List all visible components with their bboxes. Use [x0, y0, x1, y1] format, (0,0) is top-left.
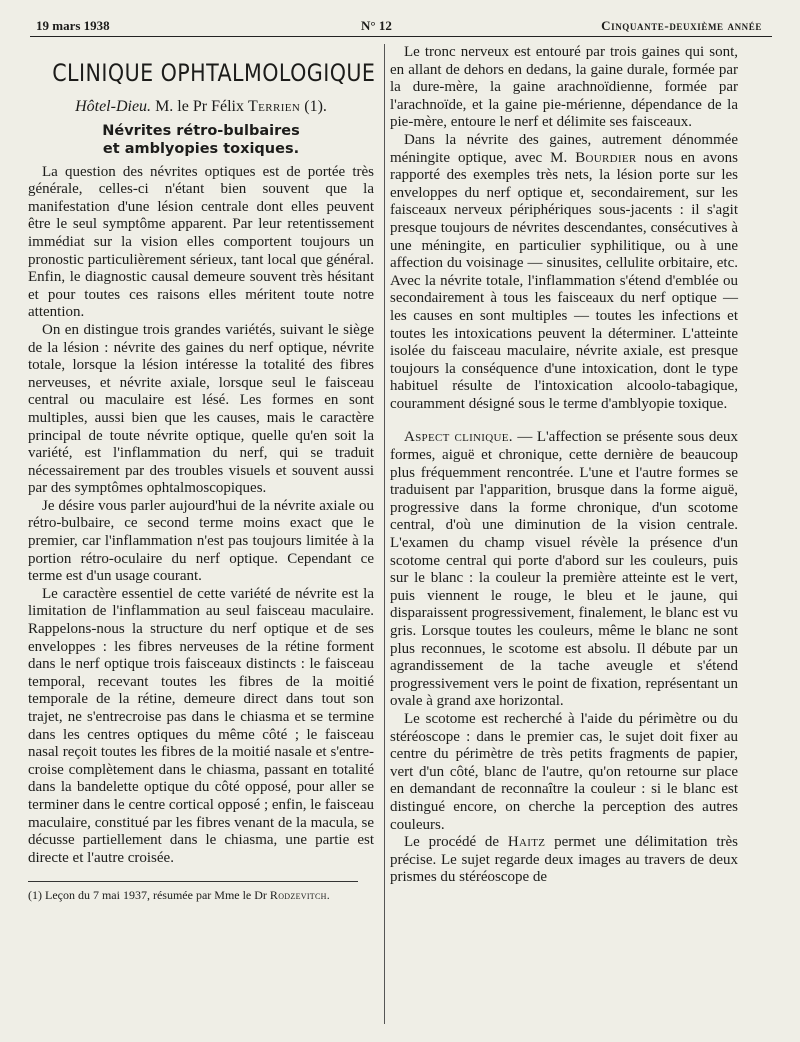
paragraph-intro: La question des névrites optiques est de portée très générale, celles-ci n'étant bien souvent que la manifestation d'une lésion centrale dont elles peuvent être le seul symptôme apparent. Par leur retentissement immédiat sur la vision elles comportent toujours un pronostic particulièrement sérieux, tant local que général. Enfin, le diagnostic causal demeure souvent très hésitant et pour toutes ces raisons elles méritent toute notre attention. [28, 163, 374, 321]
gaines-name: Bourdier [575, 149, 637, 166]
header-rule [30, 36, 772, 37]
issue-date: 19 mars 1938 [36, 18, 110, 33]
paragraph-haitz [390, 834, 738, 887]
right-column [390, 44, 738, 887]
footnote [28, 888, 374, 903]
running-header [36, 16, 762, 36]
issue-number: N° 12 [361, 18, 392, 33]
haitz-prefix: Le procédé de [404, 834, 500, 851]
paragraph-varieties: On en distingue trois grandes variétés, suivant le siège de la lésion : névrite des gaines du nerf optique, névrite totale, lorsque la lésion intéresse la totalité des fibres nerveuses, et névrite axiale, lorsque seul le faisceau central ou maculaire est lésé. Les formes en sont multiples, aussi bien que les causes, mais le caractère principal de toute névrite optique, quelle qu'en soit la variété, est l'inflammation du nerf, qui se traduit nécessairement par des troubles visuels et souvent aussi par des symptômes ophtalmoscopiques. [28, 321, 374, 497]
haitz-name: Haitz [507, 834, 546, 851]
gaines-text-a: Dans la névrite des gaines, autrement dénommée méningite optique, avec M. [390, 131, 738, 166]
paragraph-scotome: Le scotome est recherché à l'aide du périmètre ou du stéréoscope : dans le premier cas, le sujet doit fixer au centre du périmètre de très petits fragments de papier, vert d'un côté, blanc de l'autre, qu'on retourne sur place en demandant de reconnaître la couleur : si le blanc est distingué encore, on cherche la perception des autres couleurs. [390, 710, 738, 833]
publication-year: Cinquante-deuxième année [601, 18, 762, 33]
author-note: (1). [304, 98, 327, 115]
footnote-text: (1) Leçon du 7 mai 1937, résumée par Mme le Dr [28, 888, 267, 903]
paragraph-structure: Le caractère essentiel de cette variété de névrite est la limitation de l'inflammation au seul faisceau maculaire. Rappelons-nous la structure du nerf optique et de ses enveloppes : les fibres nerveuses de la rétine forment dans le nerf optique trois faisceaux distincts : le faisceau temporal, recevant toutes les fibres de la moitié temporale de la rétine, demeure direct dans tout son trajet, ne s'entrecroise pas dans le chiasma et se termine dans les centres optiques du même côté ; le faisceau nasal reçoit toutes les fibres de la moitié nasale et s'entre-croise complètement dans le chiasma, passant en totalité dans la bandelette optique du côté opposé, pour aller se terminer dans le centre cortical opposé ; enfin, le faisceau maculaire, constitué par les fibres venant de la macula, se décusse partiellement dans le chiasma, une partie est directe et l'autre croisée. [28, 585, 374, 866]
left-column [28, 44, 374, 903]
column-divider [384, 44, 385, 1024]
aspect-label: Aspect clinique. [404, 429, 513, 446]
footnote-name: Rodzevitch. [269, 888, 330, 903]
haitz-text: permet une délimitation très précise. Le sujet regarde deux images au travers de deux prismes du stéréoscope de [390, 834, 739, 886]
paragraph-axial: Je désire vous parler aujourd'hui de la névrite axiale ou rétro-bulbaire, ce second terme moins exact que le premier, car l'inflammation n'est pas toujours limitée à la portion rétro-oculaire du nerf optique. Cependant ce terme est d'un usage courant. [28, 497, 374, 585]
paragraph-gaines-structure: Le tronc nerveux est entouré par trois gaines qui sont, en allant de dehors en dedans, la gaine durale, formée par la dure-mère, la gaine arachnoïdienne, formée par l'arachnoïde, et la gaine pie-mérienne, dépendance de la pie-mère, entoure le nerf et délimite ses faisceaux. [390, 44, 738, 131]
article-subtitle [28, 122, 374, 158]
gaines-text-b: nous en avons rapporté des exemples très nets, la lésion porte sur les enveloppes du nerf optique et, secondairement, sur les faisceaux nerveux périphériques sous-jacents : il s'agit presque toujours de névrites descendantes, consécutives à une méningite, en particulier syphilitique, ou à une affection du voisinage — sinusites, cellulite orbitaire, etc. Avec la névrite totale, l'inflammation s'étend d'emblée ou secondairement à tous les faisceaux du nerf optique — les causes en sont multiples — toutes les infections et toutes les intoxications peuvent la déterminer. L'atteinte isolée du faisceau maculaire, névrite axiale, est presque toujours la conséquence d'une intoxication, dont le type habituel résulte de l'intoxication alcoolo-tabagique, couramment désigné sous le terme d'amblyopie toxique. [390, 149, 739, 412]
subtitle-line-2: et amblyopies toxiques. [102, 140, 300, 157]
author-prefix: M. le Pr Félix [155, 98, 244, 115]
subtitle-line-1: Névrites rétro-bulbaires [102, 122, 300, 139]
paragraph-aspect-clinique [390, 429, 738, 711]
paragraph-nevrite-gaines [390, 132, 738, 414]
section-spacer [390, 413, 738, 429]
section-title: CLINIQUE OPHTALMOLOGIQUE [52, 59, 376, 87]
author-line [28, 98, 374, 116]
footnote-rule [28, 881, 358, 882]
author-name: Terrien [247, 98, 301, 115]
author-place: Hôtel-Dieu. [75, 98, 152, 115]
aspect-text: — L'affection se présente sous deux formes, aiguë et chronique, cette dernière de beaucoup plus fréquemment rencontrée. L'une et l'autre formes se traduisent par l'apparition, brusque dans la forme aiguë, progressive dans la forme chronique, d'un scotome central, d'où une diminution de la vision centrale. L'examen du champ visuel révèle la présence d'un scotome central qui porte d'abord sur les couleurs, puis sur le blanc : la couleur la première atteinte est le vert, puis viennent le rouge, le bleu et le jaune, qui disparaissent progressivement, finalement, le blanc est vu gris. Lorsque toutes les couleurs, même le blanc ne sont plus reconnues, le scotome est absolu. Il débute par un agrandissement de la tache aveugle et s'étend progressivement vers le point de fixation, représentant un ovale à grand axe horizontal. [390, 429, 738, 710]
